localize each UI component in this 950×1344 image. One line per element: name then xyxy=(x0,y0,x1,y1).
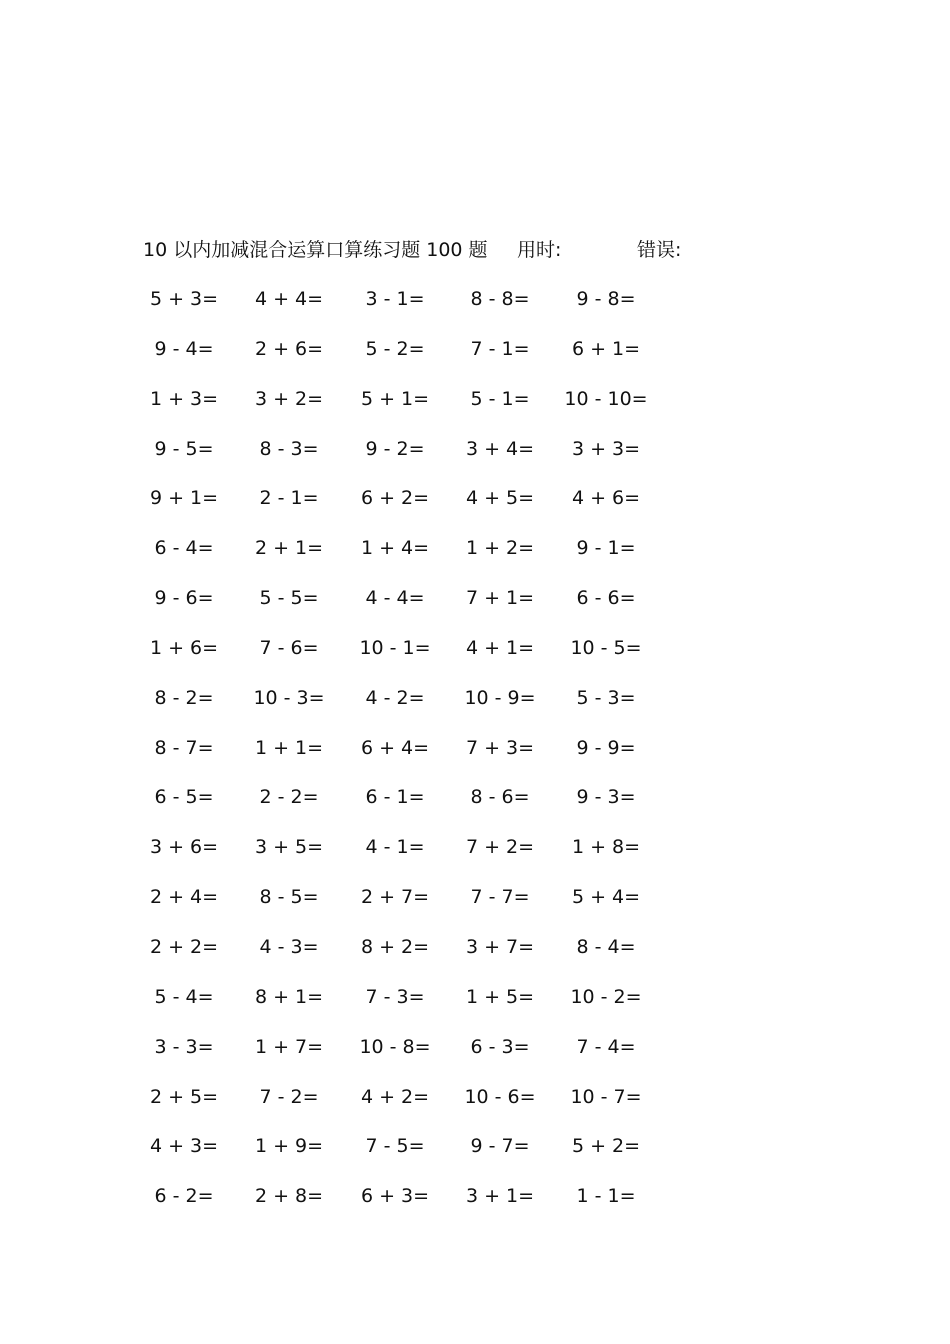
problem-row xyxy=(0,1181,950,1231)
arithmetic-problem: 8 - 6= xyxy=(470,786,530,809)
problem-row xyxy=(0,1082,950,1132)
arithmetic-problem: 10 - 5= xyxy=(570,636,642,659)
problem-row xyxy=(0,583,950,633)
arithmetic-problem: 4 + 1= xyxy=(465,636,535,659)
arithmetic-problem: 8 + 1= xyxy=(254,985,324,1008)
arithmetic-problem: 6 - 6= xyxy=(576,587,636,610)
arithmetic-problem: 2 + 7= xyxy=(360,886,430,909)
problem-row xyxy=(0,1131,950,1181)
arithmetic-problem: 7 - 2= xyxy=(259,1085,319,1108)
problem-row xyxy=(0,483,950,533)
arithmetic-problem: 8 - 4= xyxy=(576,935,636,958)
arithmetic-problem: 9 + 1= xyxy=(149,487,219,510)
arithmetic-problem: 5 - 1= xyxy=(470,387,530,410)
arithmetic-problem: 9 - 9= xyxy=(576,736,636,759)
arithmetic-problem: 1 + 8= xyxy=(571,836,641,859)
arithmetic-problem: 2 - 2= xyxy=(259,786,319,809)
arithmetic-problem: 1 + 9= xyxy=(254,1135,324,1158)
arithmetic-problem: 4 - 2= xyxy=(365,686,425,709)
arithmetic-problem: 1 + 5= xyxy=(465,985,535,1008)
arithmetic-problem: 4 + 3= xyxy=(149,1135,219,1158)
arithmetic-problem: 3 + 1= xyxy=(465,1185,535,1208)
arithmetic-problem: 5 + 3= xyxy=(149,288,219,310)
arithmetic-problem: 2 + 2= xyxy=(149,935,219,958)
arithmetic-problem: 3 + 7= xyxy=(465,935,535,958)
arithmetic-problem: 1 + 1= xyxy=(254,736,324,759)
problem-row xyxy=(0,782,950,832)
arithmetic-problem: 5 - 4= xyxy=(154,985,214,1008)
arithmetic-problem: 3 + 4= xyxy=(465,437,535,460)
arithmetic-problem: 9 - 2= xyxy=(365,437,425,460)
arithmetic-problem: 10 - 3= xyxy=(253,686,325,709)
arithmetic-problem: 10 - 8= xyxy=(359,1035,431,1058)
arithmetic-problem: 4 + 2= xyxy=(360,1085,430,1108)
problem-row xyxy=(0,832,950,882)
problem-row xyxy=(0,882,950,932)
arithmetic-problem: 9 - 1= xyxy=(576,537,636,560)
arithmetic-problem: 5 + 1= xyxy=(360,387,430,410)
arithmetic-problem: 1 + 4= xyxy=(360,537,430,560)
arithmetic-problem: 6 - 4= xyxy=(154,537,214,560)
problem-row xyxy=(0,384,950,434)
arithmetic-problem: 9 - 3= xyxy=(576,786,636,809)
arithmetic-problem: 6 - 5= xyxy=(154,786,214,809)
arithmetic-problem: 5 + 2= xyxy=(571,1135,641,1158)
arithmetic-problem: 5 - 2= xyxy=(365,337,425,360)
arithmetic-problem: 4 + 6= xyxy=(571,487,641,510)
problem-row xyxy=(0,1032,950,1082)
problem-row xyxy=(0,683,950,733)
problem-grid xyxy=(0,284,950,1231)
arithmetic-problem: 1 - 1= xyxy=(576,1185,636,1208)
arithmetic-problem: 2 + 8= xyxy=(254,1185,324,1208)
arithmetic-problem: 2 + 6= xyxy=(254,337,324,360)
problem-row xyxy=(0,733,950,783)
arithmetic-problem: 6 + 2= xyxy=(360,487,430,510)
arithmetic-problem: 8 - 2= xyxy=(154,686,214,709)
arithmetic-problem: 10 - 1= xyxy=(359,636,431,659)
arithmetic-problem: 8 - 3= xyxy=(259,437,319,460)
arithmetic-problem: 2 + 1= xyxy=(254,537,324,560)
arithmetic-problem: 1 + 2= xyxy=(465,537,535,560)
arithmetic-problem: 3 + 2= xyxy=(254,387,324,410)
problem-row xyxy=(0,334,950,384)
problem-row xyxy=(0,533,950,583)
arithmetic-problem: 3 + 6= xyxy=(149,836,219,859)
arithmetic-problem: 8 - 5= xyxy=(259,886,319,909)
problem-row xyxy=(0,982,950,1032)
arithmetic-problem: 1 + 7= xyxy=(254,1035,324,1058)
arithmetic-problem: 7 - 1= xyxy=(470,337,530,360)
time-used-label: 用时: xyxy=(517,239,562,261)
arithmetic-problem: 6 + 1= xyxy=(571,337,641,360)
arithmetic-problem: 2 + 5= xyxy=(149,1085,219,1108)
arithmetic-problem: 10 - 7= xyxy=(570,1085,642,1108)
arithmetic-problem: 7 + 2= xyxy=(465,836,535,859)
arithmetic-problem: 4 + 4= xyxy=(254,288,324,310)
arithmetic-problem: 10 - 6= xyxy=(464,1085,536,1108)
arithmetic-problem: 10 - 10= xyxy=(564,387,648,410)
arithmetic-problem: 10 - 9= xyxy=(464,686,536,709)
arithmetic-problem: 1 + 3= xyxy=(149,387,219,410)
arithmetic-problem: 1 + 6= xyxy=(149,636,219,659)
arithmetic-problem: 3 - 3= xyxy=(154,1035,214,1058)
arithmetic-problem: 7 - 7= xyxy=(470,886,530,909)
worksheet-title: 10 以内加减混合运算口算练习题 100 题 xyxy=(143,239,488,261)
arithmetic-problem: 3 - 1= xyxy=(365,288,425,310)
problem-row xyxy=(0,284,950,334)
arithmetic-problem: 2 + 4= xyxy=(149,886,219,909)
arithmetic-problem: 8 - 8= xyxy=(470,288,530,310)
arithmetic-problem: 6 - 1= xyxy=(365,786,425,809)
arithmetic-problem: 5 - 5= xyxy=(259,587,319,610)
arithmetic-problem: 4 - 4= xyxy=(365,587,425,610)
arithmetic-problem: 9 - 5= xyxy=(154,437,214,460)
arithmetic-problem: 8 - 7= xyxy=(154,736,214,759)
arithmetic-problem: 9 - 6= xyxy=(154,587,214,610)
arithmetic-problem: 6 + 3= xyxy=(360,1185,430,1208)
arithmetic-problem: 4 - 3= xyxy=(259,935,319,958)
arithmetic-problem: 7 - 4= xyxy=(576,1035,636,1058)
arithmetic-problem: 6 - 2= xyxy=(154,1185,214,1208)
problem-row xyxy=(0,434,950,484)
arithmetic-problem: 3 + 3= xyxy=(571,437,641,460)
arithmetic-problem: 9 - 4= xyxy=(154,337,214,360)
arithmetic-problem: 2 - 1= xyxy=(259,487,319,510)
arithmetic-problem: 7 + 3= xyxy=(465,736,535,759)
problem-row xyxy=(0,633,950,683)
arithmetic-problem: 5 - 3= xyxy=(576,686,636,709)
arithmetic-problem: 10 - 2= xyxy=(570,985,642,1008)
arithmetic-problem: 6 + 4= xyxy=(360,736,430,759)
arithmetic-problem: 8 + 2= xyxy=(360,935,430,958)
error-count-label: 错误: xyxy=(637,239,682,261)
arithmetic-problem: 9 - 7= xyxy=(470,1135,530,1158)
arithmetic-problem: 6 - 3= xyxy=(470,1035,530,1058)
arithmetic-problem: 3 + 5= xyxy=(254,836,324,859)
arithmetic-problem: 9 - 8= xyxy=(576,288,636,310)
arithmetic-problem: 7 + 1= xyxy=(465,587,535,610)
problem-row xyxy=(0,932,950,982)
arithmetic-problem: 7 - 5= xyxy=(365,1135,425,1158)
arithmetic-problem: 4 + 5= xyxy=(465,487,535,510)
arithmetic-problem: 7 - 6= xyxy=(259,636,319,659)
arithmetic-problem: 4 - 1= xyxy=(365,836,425,859)
arithmetic-problem: 5 + 4= xyxy=(571,886,641,909)
arithmetic-problem: 7 - 3= xyxy=(365,985,425,1008)
